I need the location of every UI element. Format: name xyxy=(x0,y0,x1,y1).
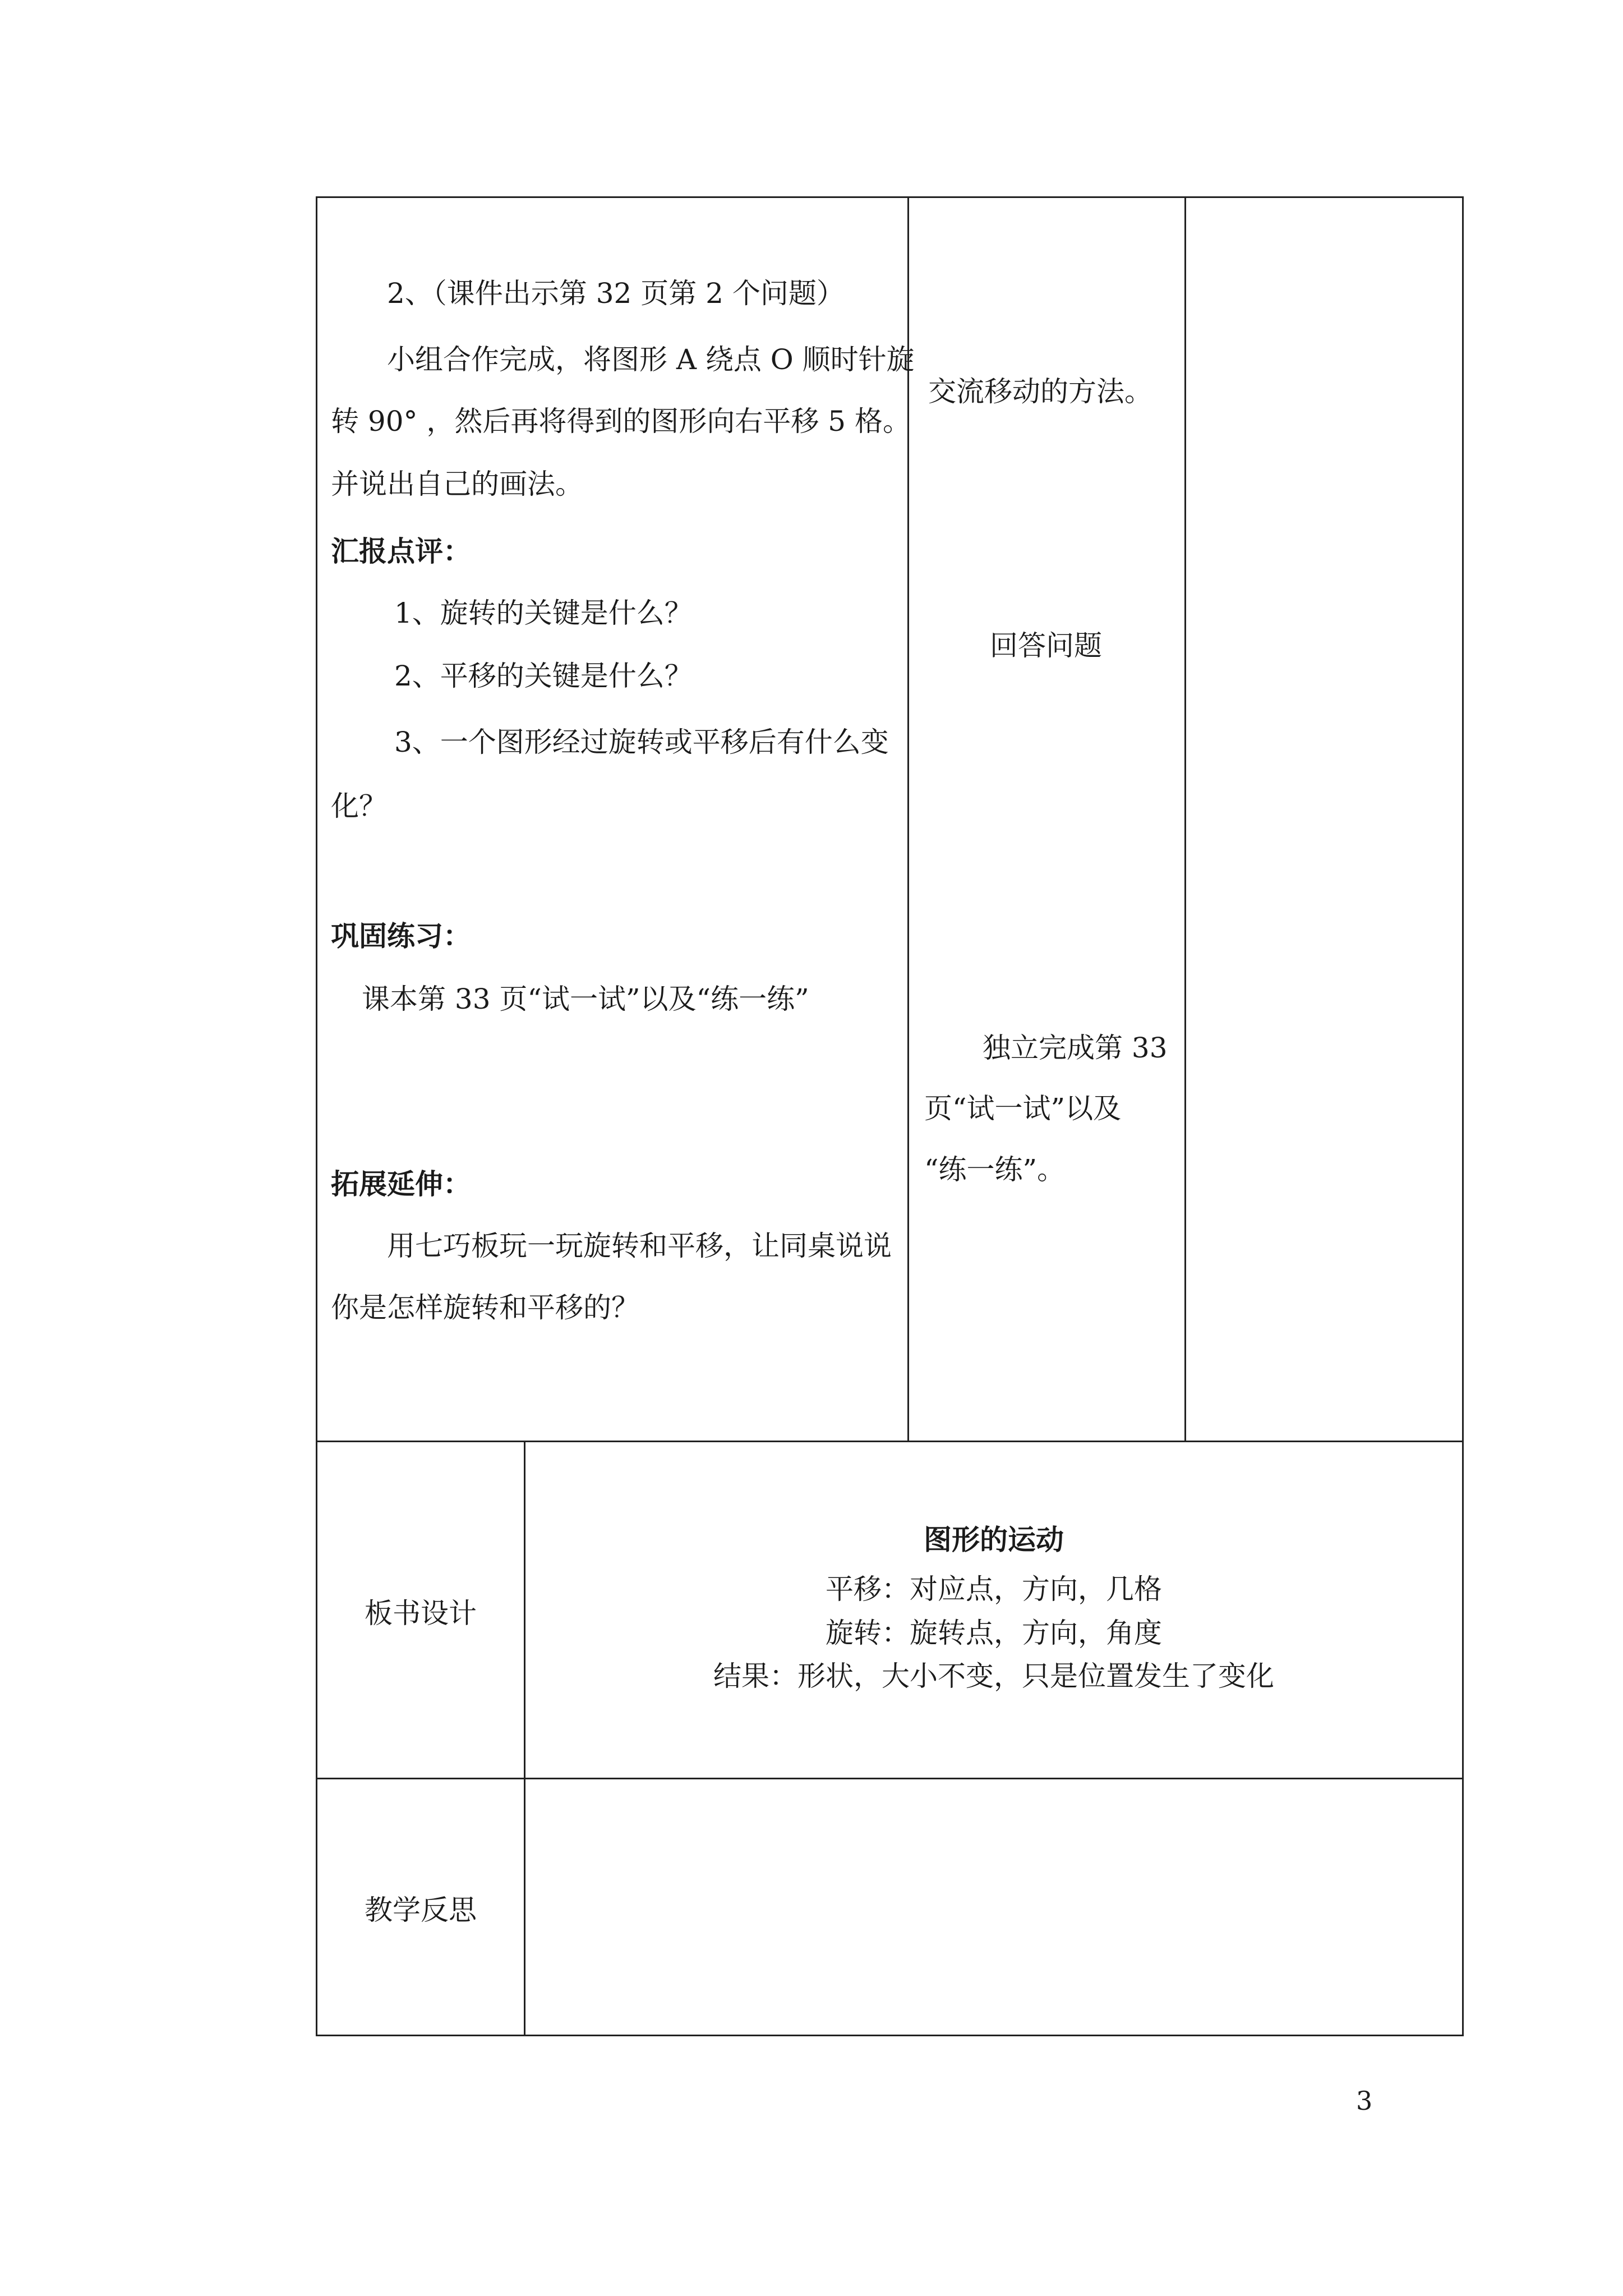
extension-text-line-1: 用七巧板玩一玩旋转和平移，让同桌说说 xyxy=(387,1230,892,1262)
question-3-line-1: 3、一个图形经过旋转或平移后有什么变 xyxy=(394,726,889,758)
question-3-line-2: 化？ xyxy=(331,790,387,822)
reflection-label: 教学反思 xyxy=(365,1894,477,1926)
question-1: 1、旋转的关键是什么？ xyxy=(394,597,693,629)
task-text-line-1: 小组合作完成，将图形 A 绕点 O 顺时针旋 xyxy=(387,343,915,376)
table-border-left xyxy=(316,196,317,2036)
table-border-right xyxy=(1462,196,1464,2036)
page-number: 3 xyxy=(1356,2086,1373,2116)
board-design-line-3: 结果：形状，大小不变，只是位置发生了变化 xyxy=(713,1660,1274,1692)
student-answer-3-line-3: “练一练”。 xyxy=(924,1153,1066,1186)
task-text-line-2: 转 90° ，然后再将得到的图形向右平移 5 格。 xyxy=(331,405,911,438)
extension-heading: 拓展延伸： xyxy=(331,1167,471,1200)
column-divider-teacher xyxy=(907,196,909,1442)
task-intro: 2、（课件出示第 32 页第 2 个问题） xyxy=(387,277,845,310)
practice-text: 课本第 33 页“试一试”以及“练一练” xyxy=(362,983,809,1015)
reflection-content xyxy=(525,1779,1462,2035)
student-answer-1: 交流移动的方法。 xyxy=(928,375,1152,408)
board-design-label: 板书设计 xyxy=(365,1597,477,1630)
task-text-line-3: 并说出自己的画法。 xyxy=(331,468,583,500)
table-divider-1 xyxy=(316,1441,1464,1442)
column-divider-student xyxy=(1184,196,1186,1442)
table-border-bottom xyxy=(316,2035,1464,2036)
board-design-line-1: 平移：对应点，方向，几格 xyxy=(826,1573,1162,1605)
question-2: 2、平移的关键是什么？ xyxy=(394,660,693,692)
student-answer-2: 回答问题 xyxy=(990,629,1102,662)
extension-text-line-2: 你是怎样旋转和平移的？ xyxy=(331,1291,639,1324)
table-border-top xyxy=(316,196,1464,198)
student-answer-3-line-2: 页“试一试”以及 xyxy=(924,1092,1122,1125)
student-answer-3-line-1: 独立完成第 33 xyxy=(983,1032,1168,1064)
board-design-line-2: 旋转：旋转点，方向，角度 xyxy=(826,1617,1162,1649)
practice-heading: 巩固练习： xyxy=(331,919,471,953)
board-design-title: 图形的运动 xyxy=(924,1523,1064,1556)
report-heading: 汇报点评： xyxy=(331,535,471,568)
